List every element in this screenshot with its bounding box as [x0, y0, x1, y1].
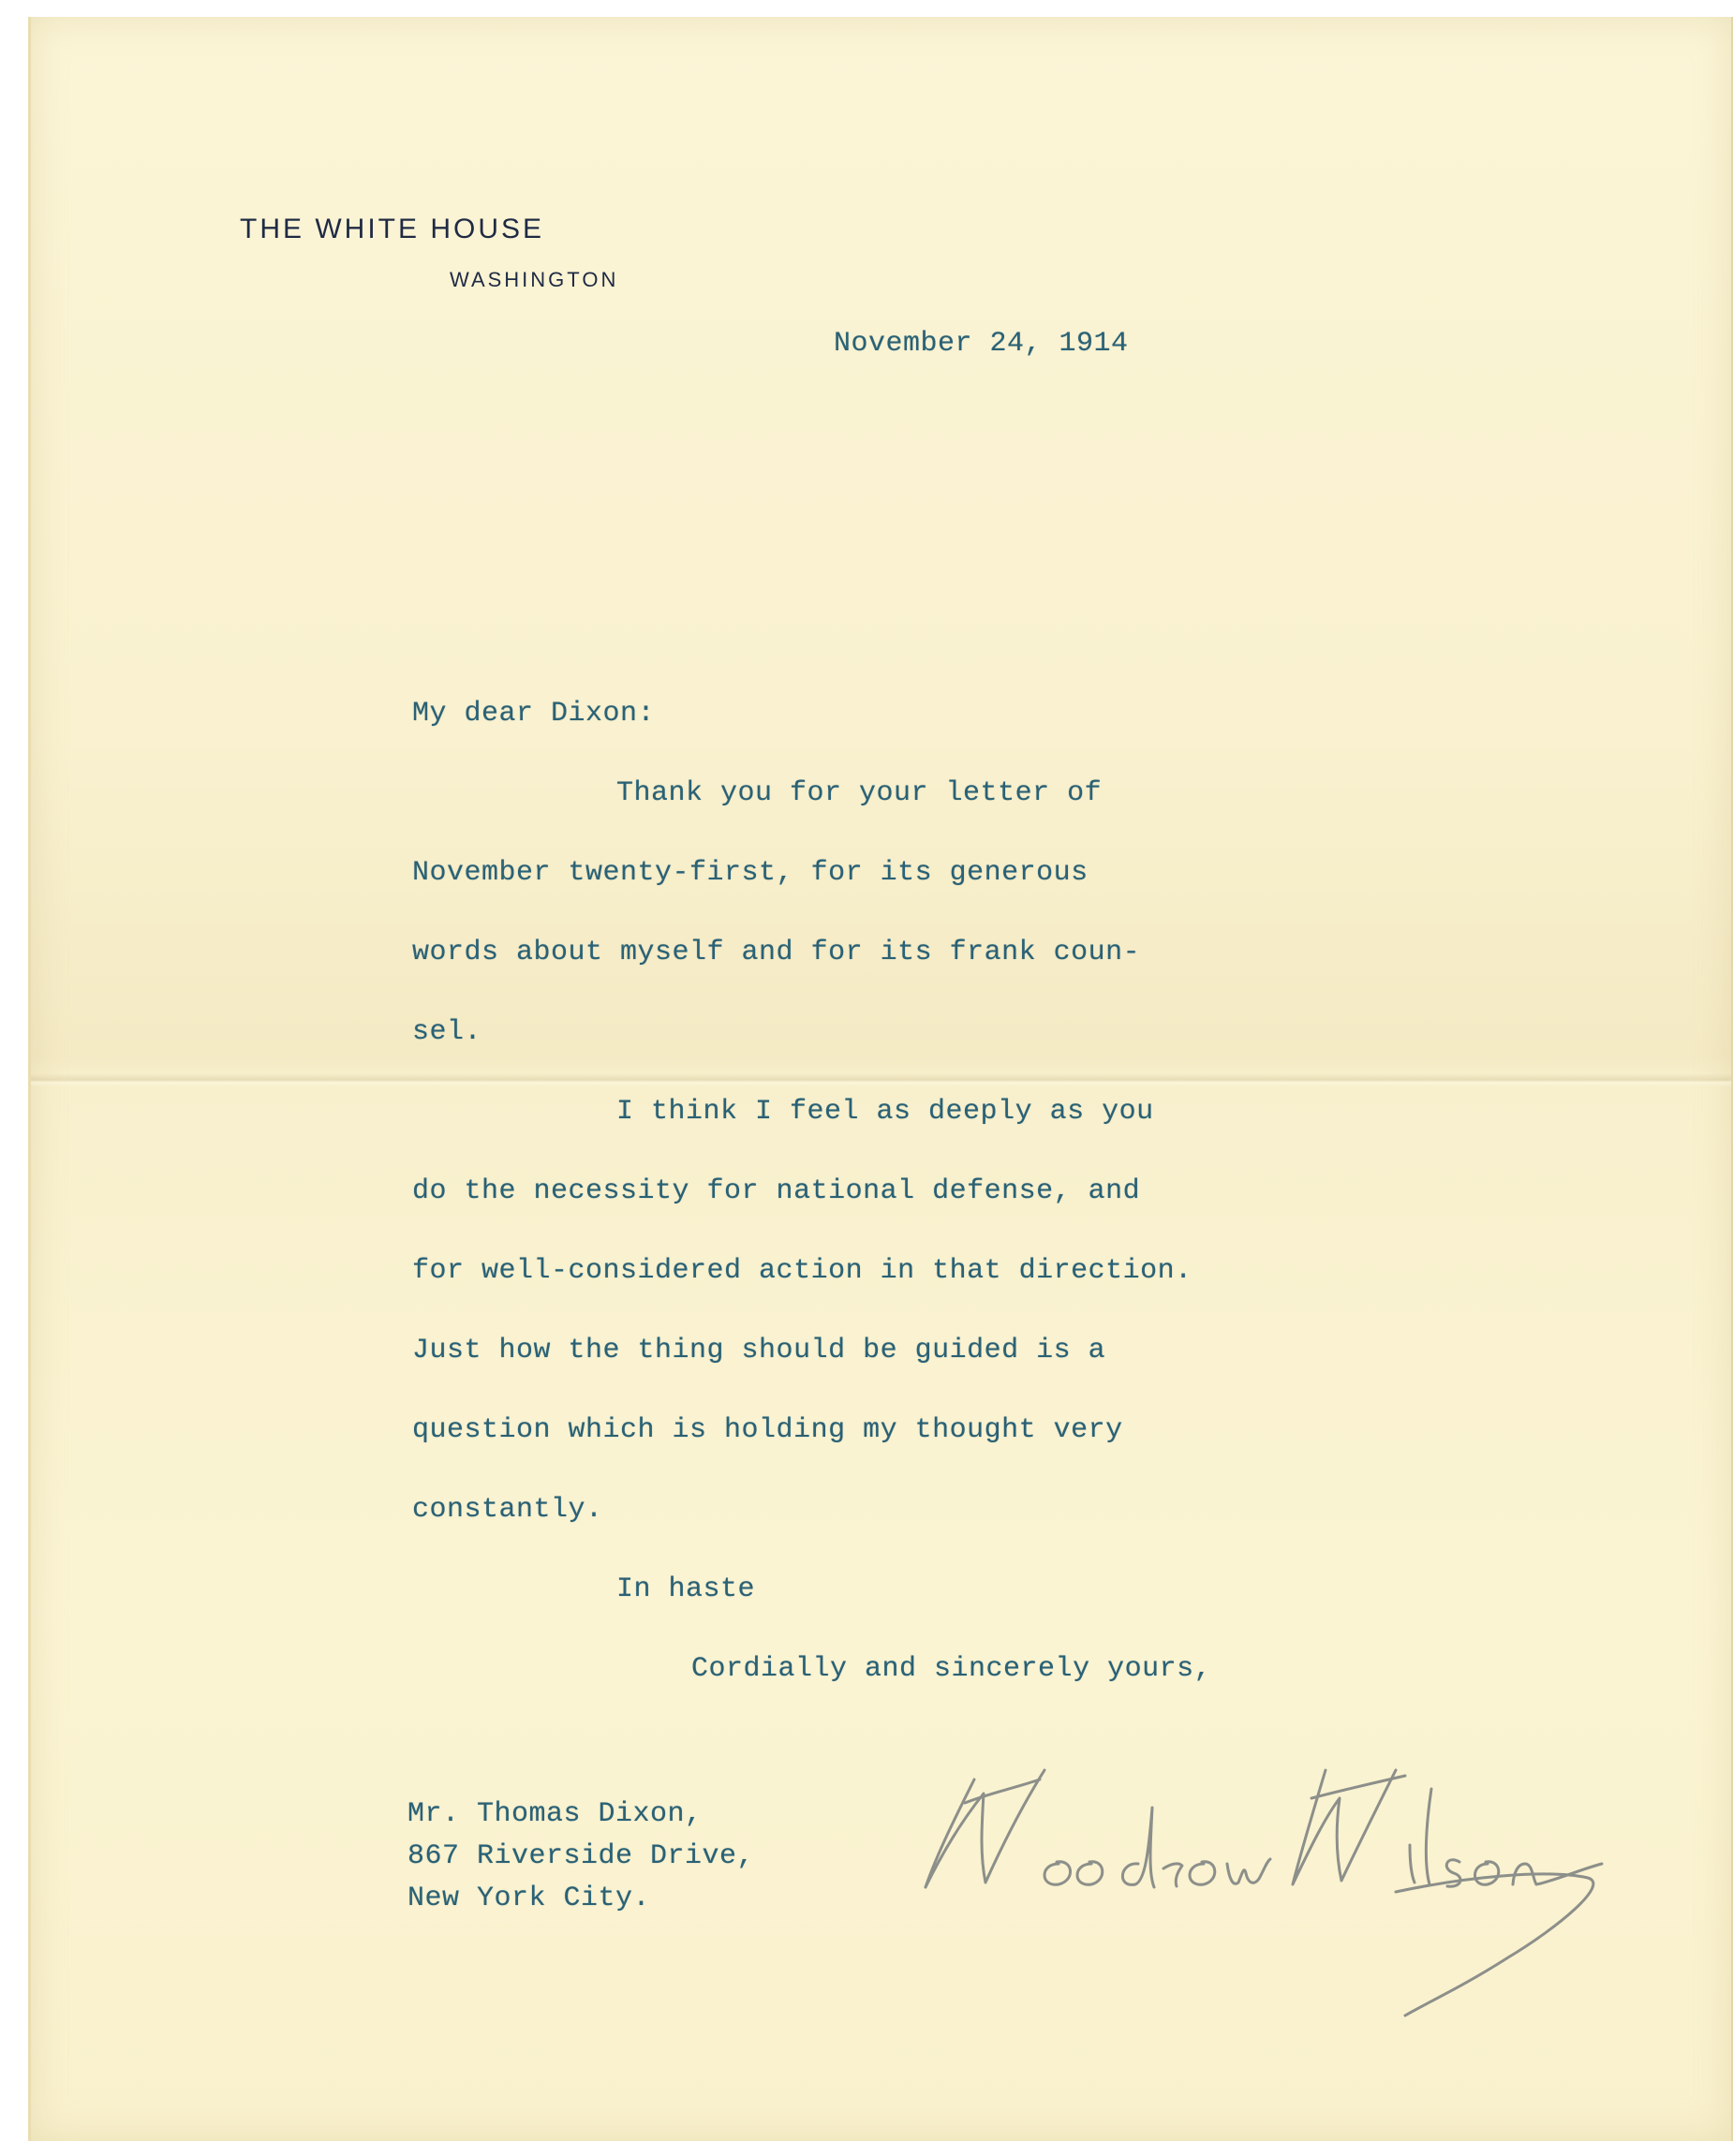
salutation: My dear Dixon: — [412, 698, 656, 730]
body-line: constantly. — [412, 1494, 603, 1526]
body-line: I think I feel as deeply as you — [616, 1096, 1154, 1128]
recipient-line: New York City. — [407, 1883, 651, 1914]
closing-in-haste: In haste — [616, 1573, 756, 1605]
letterhead-title: THE WHITE HOUSE — [240, 214, 545, 244]
body-line: November twenty-first, for its generous — [412, 857, 1089, 889]
paper-fold — [31, 1073, 1731, 1086]
closing-cordially: Cordially and sincerely yours, — [691, 1653, 1212, 1685]
body-line: sel. — [412, 1016, 482, 1048]
body-line: do the necessity for national defense, and — [412, 1175, 1141, 1207]
letterhead-subtitle: WASHINGTON — [450, 268, 619, 291]
body-line: words about myself and for its frank coun- — [412, 937, 1141, 968]
body-line: for well-considered action in that direction. — [412, 1255, 1192, 1287]
signature-text: Woodrow Wilson — [899, 1714, 906, 1715]
signature — [899, 1714, 1611, 2032]
body-line: question which is holding my thought very — [412, 1414, 1123, 1446]
recipient-line: Mr. Thomas Dixon, — [407, 1798, 703, 1830]
body-line: Thank you for your letter of — [616, 777, 1103, 809]
letter-date: November 24, 1914 — [834, 328, 1129, 360]
body-line: Just how the thing should be guided is a — [412, 1335, 1106, 1366]
recipient-line: 867 Riverside Drive, — [407, 1840, 755, 1872]
